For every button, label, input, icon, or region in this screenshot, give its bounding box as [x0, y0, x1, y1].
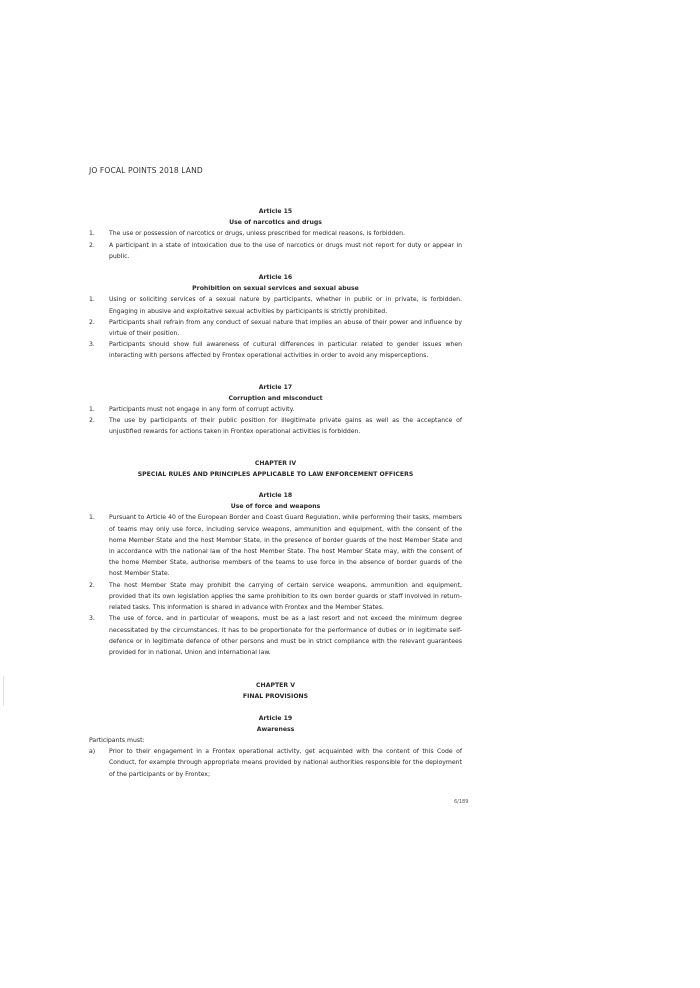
item-text: Pursuant to Article 40 of the European Border and Coast Guard Regulation, while performing their tasks, members of teams may only use force, including service weapons, ammunition and equipment, with the consent of the home Member State and the host Member State, in the presence of border guards of the host Member State and in accordance with the national law of the host Member State. The host Member State may, with the consent of the home Member State, authorise members of the teams to use force in the absence of border guards of the host Member State.: [109, 514, 462, 578]
list-item: [89, 415, 462, 437]
article-19: [89, 713, 462, 780]
list-item: [89, 404, 462, 415]
item-text: A participant in a state of intoxication due to the use of narcotics or drugs must not report for duty or appear in public.: [109, 241, 462, 260]
list-item: [89, 240, 462, 262]
article-intro: Participants must:: [89, 736, 145, 744]
list-item: [89, 580, 462, 614]
item-text: Participants should show full awareness of cultural differences in particular related to gender issues when interacting with persons affected by Frontex operational activities in order to avoid any misperceptions.: [109, 341, 462, 360]
list-item: [89, 613, 462, 658]
list-item: [89, 512, 462, 579]
list-item: [89, 746, 462, 780]
chapter-5-heading: [89, 680, 462, 702]
list-item: [89, 294, 462, 316]
chapter-4-heading: [89, 458, 462, 480]
item-number: 1.: [89, 296, 95, 304]
chapter-title: CHAPTER V: [256, 682, 295, 690]
item-text: The use or possession of narcotics or drugs, unless prescribed for medical reasons, is forbidden.: [109, 230, 405, 238]
item-text: Using or soliciting services of a sexual nature by participants, whether in public or in private, is forbidden. Engaging in abusive and exploitative sexual activities by participants is strictly prohibited.: [109, 296, 462, 315]
article-subtitle: Awareness: [256, 725, 295, 733]
scan-edge-mark: [3, 676, 4, 706]
item-number: 2.: [89, 318, 95, 326]
article-16: [89, 272, 462, 362]
item-number: 1.: [89, 230, 95, 238]
list-item: [89, 228, 462, 239]
item-text: Participants must not engage in any form of corrupt activity.: [109, 406, 295, 414]
document-body: [89, 206, 462, 780]
article-subtitle: Use of narcotics and drugs: [229, 219, 322, 227]
article-15: [89, 206, 462, 262]
list-item: [89, 339, 462, 361]
item-number: a): [89, 748, 96, 756]
item-number: 1.: [89, 514, 95, 522]
item-number: 3.: [89, 615, 95, 623]
item-text: The host Member State may prohibit the carrying of certain service weapons, ammunition and equipment, provided that its own legislation applies the same prohibition to its own border guards or staff involved in return-related tasks. This information is shared in advance with Frontex and the Member States.: [109, 581, 462, 612]
item-number: 3.: [89, 341, 95, 349]
article-subtitle: Prohibition on sexual services and sexual abuse: [192, 285, 359, 293]
list-item: [89, 317, 462, 339]
chapter-subtitle: FINAL PROVISIONS: [242, 693, 309, 701]
item-number: 2.: [89, 581, 95, 589]
document-header: JO FOCAL POINTS 2018 LAND: [89, 166, 203, 175]
chapter-subtitle: SPECIAL RULES AND PRINCIPLES APPLICABLE TO LAW ENFORCEMENT OFFICERS: [137, 470, 414, 478]
item-text: Participants shall refrain from any conduct of sexual nature that implies an abuse of their power and influence by virtue of their position.: [109, 318, 462, 338]
page-number: 6/189: [454, 799, 469, 805]
item-text: Prior to their engagement in a Frontex operational activity, get acquainted with the content of this Code of Conduct, for example through appropriate means provided by national authorities responsible for the deployment of the participants or by Frontex;: [109, 748, 462, 778]
article-title: Article 17: [258, 383, 293, 391]
article-subtitle: Use of force and weapons: [230, 503, 321, 511]
article-17: [89, 382, 462, 438]
article-18: [89, 490, 462, 658]
item-text: The use of force, and in particular of weapons, must be as a last resort and not exceed the minimum degree necessitated by the circumstances. It has to be proportionate for the performance of duties or in legitimate self-defence or in legitimate defence of other persons and must be in strict compliance with the relevant guarantees provided for in national, Union and international law.: [109, 615, 462, 656]
article-title: Article 16: [258, 274, 293, 282]
item-number: 1.: [89, 406, 95, 414]
article-subtitle: Corruption and misconduct: [228, 394, 323, 402]
item-number: 2.: [89, 417, 95, 425]
chapter-title: CHAPTER IV: [254, 459, 297, 467]
item-number: 2.: [89, 241, 95, 249]
article-title: Article 15: [258, 208, 293, 215]
item-text: The use by participants of their public position for illegitimate private gains as well as the acceptance of unjustified rewards for actions taken in Frontex operational activities is forbidden.: [109, 417, 462, 436]
article-title: Article 18: [258, 492, 293, 500]
article-title: Article 19: [258, 714, 293, 722]
